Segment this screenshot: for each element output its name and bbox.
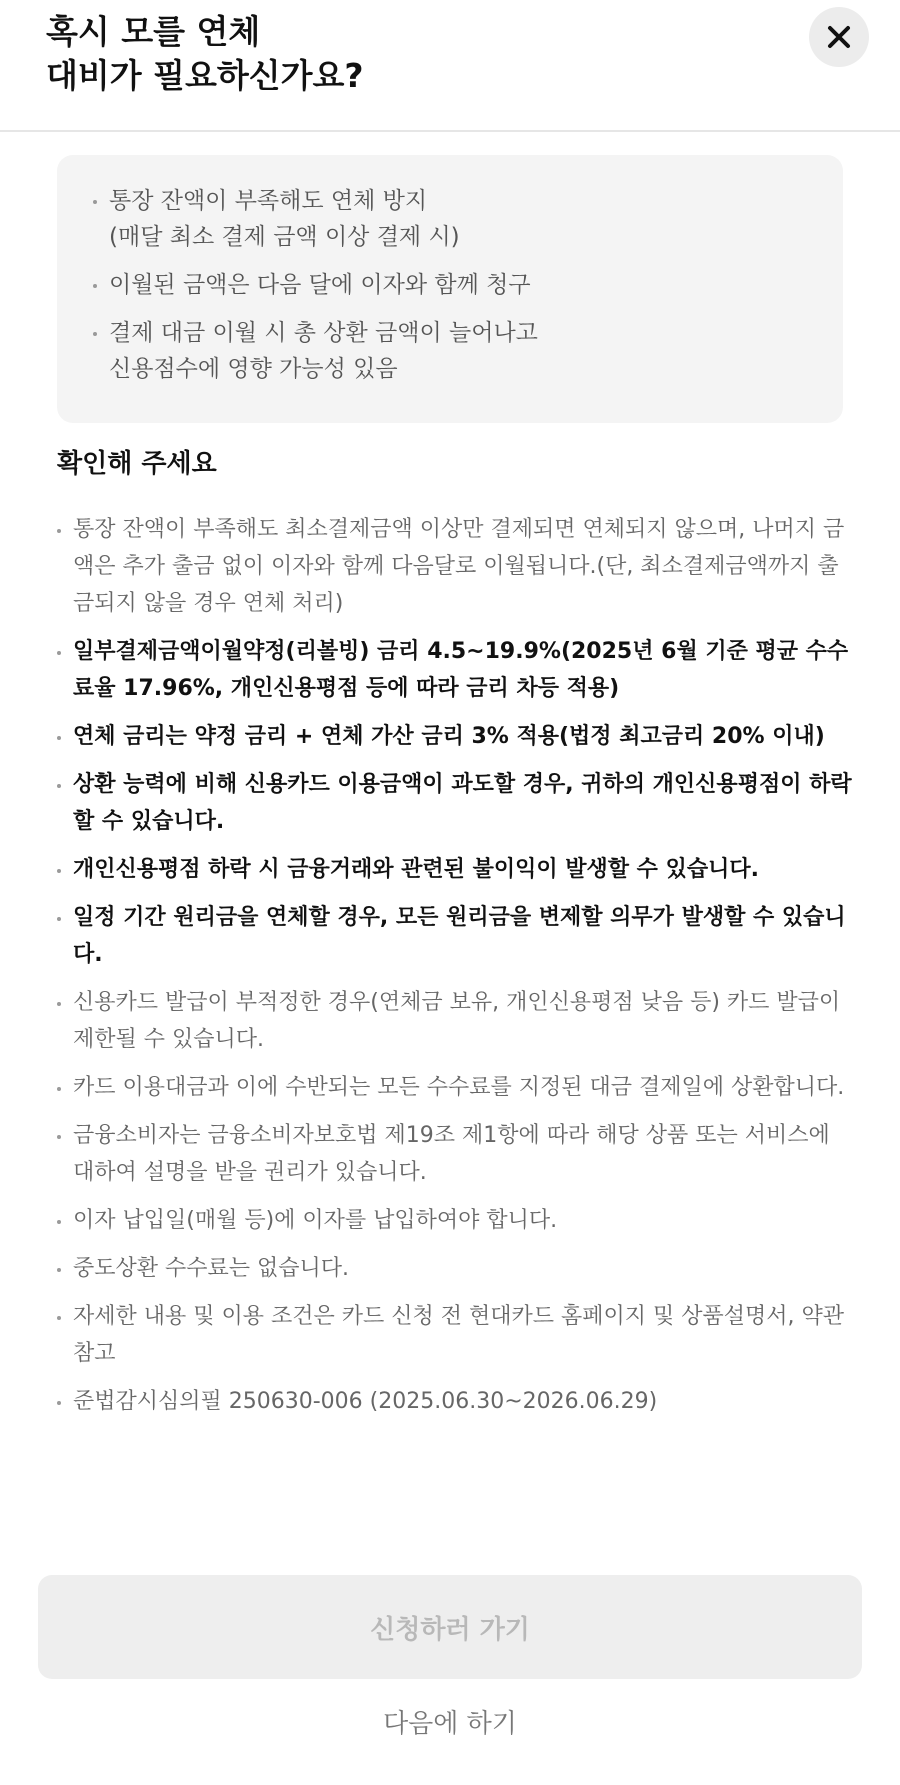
summary-item-line: 신용점수에 영향 가능성 있음 — [109, 356, 398, 382]
notice-item: 개인신용평점 하락 시 금융거래와 관련된 불이익이 발생할 수 있습니다. — [57, 851, 857, 888]
apply-button[interactable]: 신청하러 가기 — [38, 1575, 862, 1679]
summary-item — [93, 267, 803, 303]
summary-item — [93, 315, 803, 387]
summary-item-line: 이월된 금액은 다음 달에 이자와 함께 청구 — [109, 272, 531, 298]
summary-item-line: 결제 대금 이월 시 총 상환 금액이 늘어나고 — [109, 320, 538, 346]
notice-item: 신용카드 발급이 부적정한 경우(연체금 보유, 개인신용평점 낮음 등) 카드 발급이 제한될 수 있습니다. — [57, 984, 857, 1058]
notice-item: 카드 이용대금과 이에 수반되는 모든 수수료를 지정된 대금 결제일에 상환합니다. — [57, 1069, 857, 1106]
summary-item — [93, 183, 803, 255]
close-button[interactable] — [809, 7, 869, 67]
summary-item-line: 통장 잔액이 부족해도 연체 방지 — [109, 188, 428, 214]
title-line-1: 혹시 모를 연체 — [46, 12, 261, 51]
notice-item: 중도상환 수수료는 없습니다. — [57, 1250, 857, 1287]
notice-item: 이자 납입일(매월 등)에 이자를 납입하여야 합니다. — [57, 1202, 857, 1239]
notice-list — [57, 511, 857, 1431]
notice-item: 일정 기간 원리금을 연체할 경우, 모든 원리금을 변제할 의무가 발생할 수 있습니다. — [57, 899, 857, 973]
notice-item: 통장 잔액이 부족해도 최소결제금액 이상만 결제되면 연체되지 않으며, 나머지 금액은 추가 출금 없이 이자와 함께 다음달로 이월됩니다.(단, 최소결제금액까지 출금되지 않을 경우 연체 처리) — [57, 511, 857, 622]
summary-list — [57, 155, 843, 387]
sheet-header — [0, 0, 900, 132]
later-button[interactable]: 다음에 하기 — [383, 1709, 517, 1739]
notice-item: 연체 금리는 약정 금리 + 연체 가산 금리 3% 적용(법정 최고금리 20% 이내) — [57, 718, 857, 755]
title-line-2: 대비가 필요하신가요? — [46, 56, 364, 95]
summary-item-line: (매달 최소 결제 금액 이상 결제 시) — [109, 224, 460, 250]
notice-item: 일부결제금액이월약정(리볼빙) 금리 4.5~19.9%(2025년 6월 기준 평균 수수료율 17.96%, 개인신용평점 등에 따라 금리 차등 적용) — [57, 633, 857, 707]
page-title — [46, 10, 746, 98]
notice-item: 자세한 내용 및 이용 조건은 카드 신청 전 현대카드 홈페이지 및 상품설명서, 약관 참고 — [57, 1298, 857, 1372]
notice-item: 준법감시심의필 250630-006 (2025.06.30~2026.06.29) — [57, 1383, 857, 1420]
close-icon — [827, 25, 851, 49]
notice-title: 확인해 주세요 — [57, 449, 217, 479]
summary-box — [57, 155, 843, 423]
notice-item: 상환 능력에 비해 신용카드 이용금액이 과도할 경우, 귀하의 개인신용평점이 하락할 수 있습니다. — [57, 766, 857, 840]
notice-item: 금융소비자는 금융소비자보호법 제19조 제1항에 따라 해당 상품 또는 서비스에 대하여 설명을 받을 권리가 있습니다. — [57, 1117, 857, 1191]
